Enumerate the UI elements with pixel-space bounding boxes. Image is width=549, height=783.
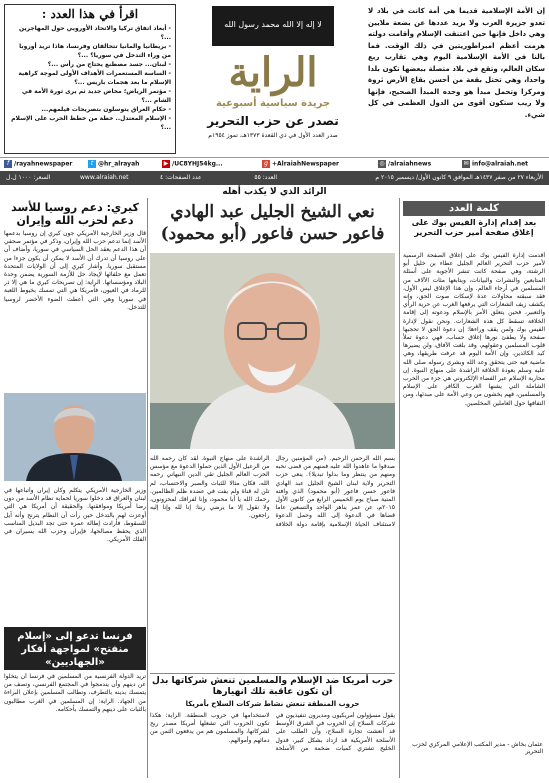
toc-title: اقرأ في هذا العدد : bbox=[41, 7, 139, 21]
bottom-subheadline: حروب المنطقة تنعش نشاط شركات السلاح بأمريكا bbox=[185, 700, 360, 708]
word-body: أقدمت إدارة الفيس بوك على إغلاق الصفحة الرسمية لأمير حزب التحرير العالم الجليل عطاء بن خليل أبو الرشتة، وهي صفحة كانت تنشر الأجوبة على أسئلة المتابعين والنشرات والبيانات، ويتابعها مئات الآلاف من المسلمين في أرجاء العالم. وإن هذا الإغلاق ليس الأول، فقد سبقته محاولات عدة لإسكات صوت الحق، وإنه يكشف زيف الشعارات التي يرفعها الغرب عن حرية الرأي والتعبير، فحين يتعلق الأمر بالإسلام ودعوته إلى إقامة الخلافة تسقط كل هذه الشعارات. ونحن نقول لإدارة الفيس بوك ولمن يقف وراءها: إن دعوة الحق لا تحجبها صفحة ولا يطفئ نورها إغلاق حساب، فهي دعوة تملأ قلوب المسلمين وعقولهم، وقد بلغت الآفاق، ولن يضيرها كيد الكائدين. وإن الأمة اليوم قد عرفت طريقها، وهي ماضية فيه حتى يتحقق وعد الله وبشرى رسوله صلى الله عليه وسلم بعودة الخلافة الراشدة على منهاج النبوة. إن محاربة الإسلام عبر الفضاء الإلكتروني هي جزء من الحرب الشاملة التي يشنها الغرب الكافر على الإسلام والمسلمين، فهم يخشون من وعي الأمة على مبدئها، ومن التفافها حول العاملين المخلصين. bbox=[403, 252, 545, 407]
social-bar bbox=[0, 157, 549, 172]
section-divider bbox=[150, 673, 395, 674]
kerry-illustration bbox=[4, 393, 146, 481]
globe-icon: ◎ bbox=[379, 160, 385, 167]
newspaper-logo: الراية bbox=[228, 49, 318, 96]
gplus-link[interactable]: g +AlraiahNewspaper bbox=[262, 160, 339, 168]
email-link[interactable]: ✉ info@alraiah.net bbox=[463, 160, 529, 168]
toc-item[interactable]: - أبعاد اتفاق تركيا والاتحاد الأوروبي حول المهاجرين ...؟ bbox=[18, 25, 171, 41]
toc-item[interactable]: - بريطانيا والمانيا تتحالفان وفرنسا، هاذا تريد أوروبا من وراء التدخل في سوريا؟ ...؟ bbox=[19, 43, 171, 59]
publisher-line: تصدر عن حزب التحرير bbox=[207, 114, 339, 128]
main-headline: نعي الشيخ الجليل عبد الهادي فاعور حسن فاعور (أبو محمود) bbox=[160, 202, 385, 244]
main-article-body: بسم الله الرحمن الرحيم. ﴿من المؤمنين رجال صدقوا ما عاهدوا الله عليه فمنهم من قضى نحبه ومنهم من ينتظر وما بدلوا تبديلا﴾. ينعى حزب التحرير ولاية لبنان الشيخ الجليل عبد الهادي فاعور حسن فاعور (أبو محمود) الذي وافته المنية صباح يوم الخميس الرابع من كانون الأول ٢٠١٥م، عن عمر يناهز الواحد والتسعين عاما قضاها في الدعوة إلى الله وحمل الدعوة لاستئناف الحياة الإسلامية بإقامة دولة الخلافة الراشدة على منهاج النبوة. لقد كان رحمه الله من الرعيل الأول الذين حملوا الدعوة مع مؤسس الحزب العالم الجليل تقي الدين النبهاني رحمه الله، فكان مثالا للثبات والصبر والاحتساب، لم تلن له قناة ولم يفت في عضده ظلم الظالمين. رحمك الله يا أبا محمود، وإنا لفراقك لمحزونون، ولا نقول إلا ما يرضي ربنا: إنا لله وإنا إليه راجعون. bbox=[150, 455, 395, 528]
issue-bar bbox=[0, 171, 549, 185]
facebook-icon: f bbox=[4, 160, 12, 168]
france-body: تريد الدولة الفرنسية من المسلمين في فرنسا أن يتخلوا عن دينهم وأن يندمجوا في المجتمع الفرنسي، وتصف من يتمسك بدينه بالتطرف، وتطالب المسلمين بإعلان البراءة من الجهاد. الراية: إن المسلمين في الغرب مطالبون بالثبات على دينهم والتمسك بأحكامه. bbox=[4, 673, 146, 713]
word-headline: بعد إقدام إدارة الفيس بوك على إغلاق صفحة أمير حزب التحرير bbox=[411, 218, 537, 237]
email-icon: ✉ bbox=[463, 160, 469, 167]
toc-item[interactable]: - الساسة المستعمرات الأهداف الأولى لموجة كراهية الإسلام ما بعد هجمات باريس ...؟ bbox=[18, 70, 171, 86]
page-count: عدد الصفحات: ٤ bbox=[160, 174, 202, 181]
flag-banner: لا إله إلا الله محمد رسول الله bbox=[212, 6, 334, 46]
toc-item[interactable]: - الإسلام المعتدل.. خطة من خطط الحرب على الإسلام ...؟ bbox=[11, 115, 171, 131]
issue-date: الأربعاء ٢٧ من صفر ١٤٣٧هـ الموافق ٩ كانون الأول/ ديسمبر ٢٠١٥ م bbox=[375, 174, 543, 181]
toc-list bbox=[5, 24, 175, 132]
price: السعر: ١٠٠٠ ل.ل bbox=[6, 174, 51, 181]
masthead bbox=[185, 6, 361, 154]
kerry-photo bbox=[4, 393, 146, 481]
toc-item[interactable]: - لبنان... جسد مصطنع يحتاج من رأس ...؟ bbox=[47, 61, 171, 68]
gplus-icon: g bbox=[262, 160, 270, 168]
portrait-illustration bbox=[150, 253, 395, 449]
website-url[interactable]: www.alraiah.net bbox=[80, 174, 129, 181]
toc-item[interactable]: - حكام العراق يتوسلون بتصريحات فيلمهم... bbox=[41, 106, 171, 113]
column-divider bbox=[147, 198, 148, 778]
motto: الرائد الذي لا يكذب أهله bbox=[222, 187, 327, 197]
toc-box bbox=[4, 4, 176, 154]
france-headline: فرنسا تدعو إلى «إسلام منفتح» لمواجهة أفكار «الجهاديين» bbox=[4, 627, 146, 670]
bottom-headline: حرب أمريكا ضد الإسلام والمسلمين تنعش شركاتها بدل أن تكون عاقبة تلك انهيارها bbox=[151, 676, 393, 697]
bottom-body: يقول مسؤولون أمريكيون ومديرون تنفيذيون في شركات السلاح إن الحروب في الشرق الأوسط قد أنعشت تجارة السلاح، وأن الطلب على الأسلحة الأمريكية قد ازداد بشكل كبير، فدول الخليج تشتري كميات ضخمة من الأسلحة لاستخدامها في حروب المنطقة. الراية: هكذا تكون الحروب التي تشعلها أمريكا مصدر ربح لشركاتها، والمسلمون هم من يدفعون الثمن من دمائهم وأموالهم. bbox=[150, 712, 395, 752]
twitter-link[interactable]: t @hr_alrayah bbox=[88, 160, 139, 168]
intro-quote: إن الأمة الإسلامية قديما هي أمة كانت في بلاد لا تعدو جزيرة العرب ولا يزيد عددها عن بضعة ملايين وهي داخل فإنها حين اعتنقت الإسلام وأقامت دولته هزمت أعظم امبراطوريتين في ذلك الوقت. فما بالنا في الأمة الإسلامية اليوم وهي تقارب ربع سكان العالم، وتقع في بلاد متصلة ببعضها تكون بلدا واحدا، وهي تحتل بقعة من أحسن بقاع الأرض ثروة ومركزا وتحمل مبدأ هو وحده المبدأ الصحيح، فإنها ولا ريب ستكون أقوى من الدول العظمى في كل شيء. bbox=[368, 7, 545, 119]
kerry-headline: كيري: دعم روسيا للأسد دعم لحزب الله وإيران bbox=[11, 201, 139, 227]
twitter-icon: t bbox=[88, 160, 96, 168]
newspaper-subtitle: جريدة سياسية أسبوعية bbox=[215, 98, 331, 109]
word-signature: عثمان بخاش - مدير المكتب الإعلامي المركزي لحزب التحرير bbox=[412, 741, 543, 755]
column-divider bbox=[399, 198, 400, 778]
toc-item[interactable]: - مؤتمر الرياض؛ مخاض جديد ثم يرى ثورة الأمة في الشام ...؟ bbox=[22, 88, 171, 104]
site-link[interactable]: ◎ /alraiahnews bbox=[379, 160, 432, 168]
youtube-icon: ▶ bbox=[163, 160, 169, 167]
issue-number: العدد: ٥٥ bbox=[254, 174, 277, 181]
founded-line: صدر العدد الأول في ذي القعدة ١٣٧٣هـ، تموز ١٩٥٤م bbox=[208, 132, 338, 139]
section-header-word: كلمة العدد bbox=[403, 201, 545, 216]
portrait-photo bbox=[150, 253, 395, 449]
kerry-comment: وزير الخارجية الأمريكي يتكلم وكأن إيران وأتباعها في لبنان والعراق قد دخلوا سوريا لحماية نظام الأسد من دون رضا أمريكا وموافقتها. والحقيقة أن أمريكا هي التي أوعزت لهم بالتدخل حين رأت أن النظام يترنح وأنه آيل للسقوط، فأرادت إطالة عمره حتى تجد البديل المناسب الذي يحفظ مصالحها، فإيران وحزب الله يسيران في الفلك الأمريكي. bbox=[4, 487, 146, 544]
kerry-body: قال وزير الخارجية الأمريكي جون كيري إن روسيا بدعمها الأسد إنما تدعم حزب الله وإيران، وذكر في مؤتمر صحفي أن هذا الدعم يعقد الحل السياسي في سوريا، وأضاف أن على روسيا أن تدرك أن الأسد لا يمكن أن يكون جزءا من مستقبل سوريا. وأشار كيري إلى أن الولايات المتحدة تعمل مع حلفائها لإيجاد حل للأزمة السورية يضمن وحدة البلاد ومؤسساتها. الراية: إن تصريحات كيري ما هي إلا ذر للرماد في العيون، فأمريكا هي التي تمسك بخيوط اللعبة في سوريا وهي التي أعطت الضوء الأخضر لروسيا للتدخل. bbox=[4, 230, 146, 311]
facebook-link[interactable]: f /rayahnewspaper bbox=[4, 160, 72, 168]
youtube-link[interactable]: ▶ /UC8YHJ54kg... bbox=[163, 160, 223, 168]
